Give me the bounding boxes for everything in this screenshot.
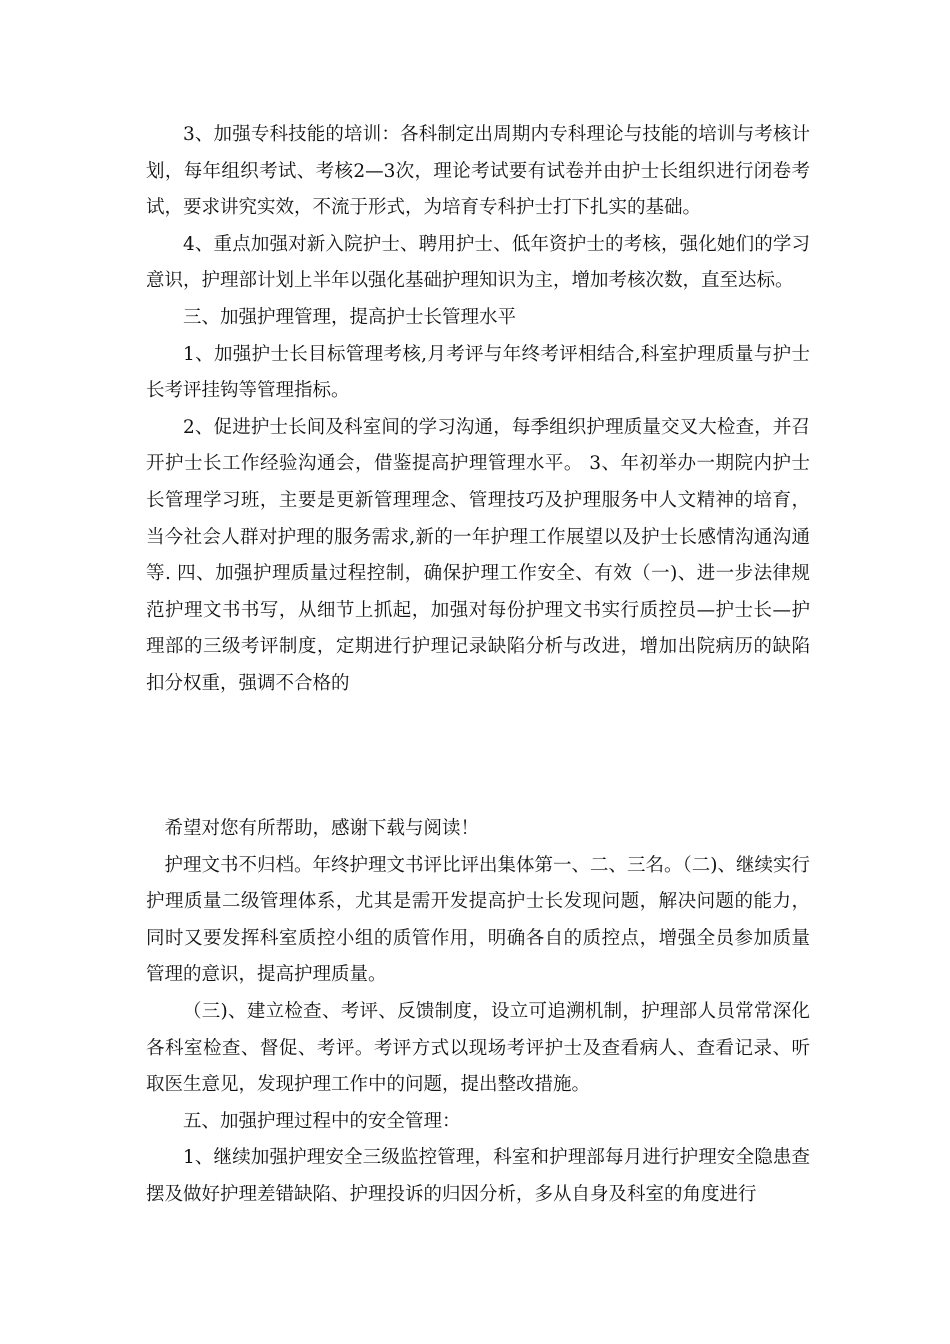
text-block-bottom (146, 811, 810, 1214)
text-block-top (146, 117, 810, 703)
section-heading-safety: 五、加强护理过程中的安全管理： (183, 1110, 461, 1132)
paragraph-records-quality-system: 护理文书不归档。年终护理文书评比评出集体第一、二、三名。（二)、继续实行护理质量二级管理体系，尤其是需开发提高护士长发现问题，解决问题的能力，同时又要发挥科室质控小组的质管作用，明确各自的质控点，增强全员参加质量管理的意识，提高护理质量。 (146, 854, 810, 986)
section-heading-management: 三、加强护理管理，提高护士长管理水平 (183, 306, 517, 328)
paragraph-head-nurse-assessment: 1、加强护士长目标管理考核,月考评与年终考评相结合,科室护理质量与护士长考评挂钩等管理指标。 (146, 343, 810, 402)
thanks-note: 希望对您有所帮助，感谢下载与阅读！ (164, 818, 480, 839)
paragraph-new-nurse-assessment: 4、重点加强对新入院护士、聘用护士、低年资护士的考核，强化她们的学习意识，护理部计划上半年以强化基础护理知识为主，增加考核次数，直至达标。 (146, 233, 810, 292)
paragraph-communication-quality: 2、促进护士长间及科室间的学习沟通，每季组织护理质量交叉大检查，并召开护士长工作经验沟通会，借鉴提高护理管理水平。 3、年初举办一期院内护士长管理学习班，主要是更新管理理念、管理技巧及护理服务中人文精神的培育，当今社会人群对护理的服务需求,新的一年护理工作展望以及护士长感情沟通沟通等. 四、加强护理质量过程控制，确保护理工作安全、有效（一)、进一步法律规范护理文书书写，从细节上抓起，加强对每份护理文书实行质控员—护士长—护理部的三级考评制度，定期进行护理记录缺陷分析与改进，增加出院病历的缺陷扣分权重，强调不合格的 (146, 416, 810, 694)
paragraph-specialty-training: 3、加强专科技能的培训：各科制定出周期内专科理论与技能的培训与考核计划，每年组织考试、考核2—3次，理论考试要有试卷并由护士长组织进行闭卷考试，要求讲究实效，不流于形式，为培育专科护士打下扎实的基础。 (146, 124, 810, 219)
paragraph-inspection-feedback: （三)、建立检查、考评、反馈制度，设立可追溯机制，护理部人员常常深化各科室检查、督促、考评。考评方式以现场考评护士及查看病人、查看记录、听取医生意见，发现护理工作中的问题，提出整改措施。 (146, 1000, 810, 1096)
paragraph-safety-monitoring: 1、继续加强护理安全三级监控管理，科室和护理部每月进行护理安全隐患查摆及做好护理差错缺陷、护理投诉的归因分析，多从自身及科室的角度进行 (146, 1147, 810, 1205)
